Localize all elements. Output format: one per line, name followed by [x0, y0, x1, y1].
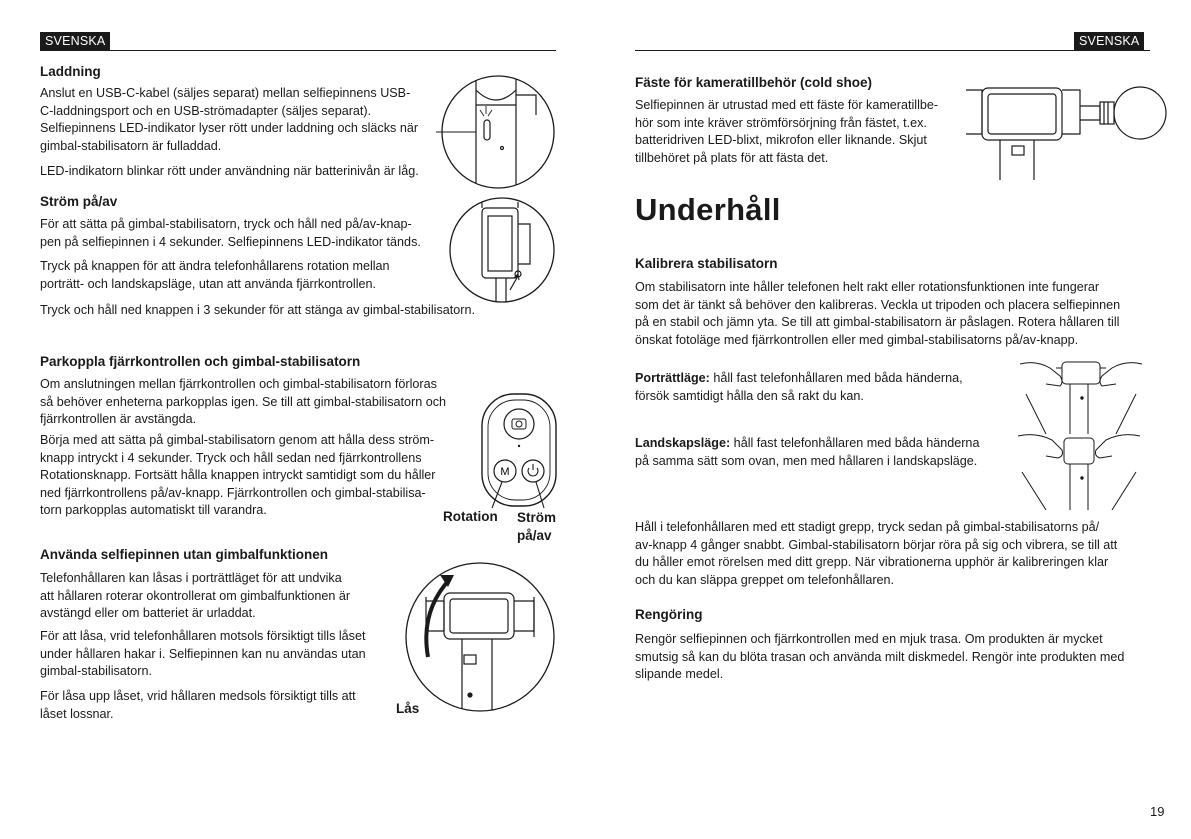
maintenance-heading: Underhåll	[635, 192, 781, 227]
landscape-mode-description: håll fast telefonhållaren med båda händerna på samma sätt som ovan, men med hållaren i landskapsläge.	[635, 436, 980, 468]
power-paragraph-2: Tryck på knappen för att ändra telefonhållarens rotation mellan porträtt- och landskapsläge, utan att använda fjärrkontrollen.	[40, 259, 390, 291]
language-tag-right: SVENSKA	[1074, 32, 1144, 50]
page-number: 19	[1150, 804, 1165, 819]
remote-control-illustration	[478, 390, 560, 512]
svg-text:M: M	[500, 466, 510, 478]
charging-paragraph-1: Anslut en USB-C-kabel (säljes separat) mellan selfiepinnens USB- C-laddningsport och en USB-strömadapter (säljes separat). Selfiepinnens LED-indikator lyser rött under laddning och släcks när gimbal-stabilisatorn är fulladdad.	[40, 86, 419, 153]
caption-power: Ström på/av	[517, 510, 557, 543]
charging-paragraph-2: LED-indikatorn blinkar rött under användning när batterinivån är låg.	[40, 164, 419, 178]
cold-shoe-title: Fäste för kameratillbehör (cold shoe)	[635, 75, 873, 90]
caption-rotation: Rotation	[443, 509, 498, 524]
calibrate-title: Kalibrera stabilisatorn	[635, 256, 778, 271]
landscape-calibration-illustration	[1012, 428, 1146, 510]
power-title: Ström på/av	[40, 194, 118, 209]
power-paragraph-3: Tryck och håll ned knappen i 3 sekunder för att stänga av gimbal-stabilisatorn.	[40, 303, 475, 317]
cleaning-paragraph: Rengör selfiepinnen och fjärrkontrollen med en mjuk trasa. Om produkten är mycket smutsig så kan du blöta trasan och använda milt diskmedel. Rengör inte produkten med slipande medel.	[635, 632, 1125, 682]
portrait-mode-text	[635, 370, 963, 405]
no-gimbal-paragraph-1: Telefonhållaren kan låsas i porträttläget för att undvika att hållaren roterar okontrollerat om gimbalfunktionen är avstängd eller om batteriet är urladdat.	[40, 571, 351, 621]
calibrate-paragraph-2: Håll i telefonhållaren med ett stadigt grepp, tryck sedan på gimbal-stabilisatorns på/ av-knapp 4 gånger snabbt. Gimbal-stabilisatorn börjar röra på sig och vibrera, se till att du håller emot rörelsen med ditt grepp. När vibrationerna upphör är kalibreringen klar och du kan släppa greppet om telefonhållaren.	[635, 520, 1118, 587]
landscape-mode-text	[635, 435, 979, 470]
cold-shoe-illustration	[960, 80, 1170, 184]
unpair-paragraph-1: Om anslutningen mellan fjärrkontrollen och gimbal-stabilisatorn förloras så behöver enheterna parkopplas igen. Se till att gimbal-stabilisatorn och fjärrkontrollen är avstängda.	[40, 377, 447, 427]
power-button-illustration	[446, 194, 558, 306]
no-gimbal-title: Använda selfiepinnen utan gimbalfunktionen	[40, 547, 329, 562]
unpair-title: Parkoppla fjärrkontrollen och gimbal-stabilisatorn	[40, 354, 361, 369]
cleaning-title: Rengöring	[635, 607, 703, 622]
language-tag-left: SVENSKA	[40, 32, 110, 50]
lock-illustration	[404, 557, 556, 717]
caption-lock: Lås	[396, 701, 420, 716]
charging-port-illustration	[436, 70, 558, 195]
calibrate-paragraph-1: Om stabilisatorn inte håller telefonen helt rakt eller rotationsfunktionen inte fungerar som det är tänkt så behöver den kalibreras. Veckla ut tripoden och placera selfiepinnen på en stabil och jämn yta. Se till att gimbal-stabilisatorn är påslagen. Rotera hållaren till önskat fotoläge med fjärrkontrollen eller med gimbal-stabilisatorns på/av-knapp.	[635, 280, 1121, 347]
header-rule-left	[40, 50, 556, 51]
header-rule-right	[635, 50, 1150, 51]
charging-title: Laddning	[40, 64, 101, 79]
portrait-mode-description: håll fast telefonhållaren med båda händerna, försök samtidigt hålla den så rakt du kan.	[635, 371, 963, 403]
no-gimbal-paragraph-2: För att låsa, vrid telefonhållaren motsols försiktigt tills låset under hållaren hakar i. Selfiepinnen kan nu användas utan gimbal-stabilisatorn.	[40, 629, 366, 679]
cold-shoe-paragraph: Selfiepinnen är utrustad med ett fäste för kameratillbe- hör som inte kräver strömförsörjning från fästet, t.ex. batteridriven LED-blixt, mikrofon eller liknande. Skjut tillbehöret på plats för att fästa det.	[635, 98, 939, 165]
portrait-calibration-illustration	[1016, 354, 1146, 434]
power-paragraph-1: För att sätta på gimbal-stabilisatorn, tryck och håll ned på/av-knap- pen på selfiepinnen i 4 sekunder. Selfiepinnens LED-indikator tänds.	[40, 217, 421, 249]
no-gimbal-paragraph-3: För låsa upp låset, vrid hållaren medsols försiktigt tills att låset lossnar.	[40, 689, 356, 721]
portrait-mode-label: Porträttläge:	[635, 371, 710, 385]
unpair-paragraph-2: Börja med att sätta på gimbal-stabilisatorn genom att hålla dess ström- knapp intryckt i 4 sekunder. Tryck och håll sedan ned fjärrkontrollens Rotationsknapp. Fortsätt hålla knappen intryckt samtidigt som du håller ned fjärrkontrollens på/av-knapp. Fjärrkontrollen och gimbal-stabilisa- torn parkopplas automatiskt till varandra.	[40, 433, 436, 518]
landscape-mode-label: Landskapsläge:	[635, 436, 731, 450]
